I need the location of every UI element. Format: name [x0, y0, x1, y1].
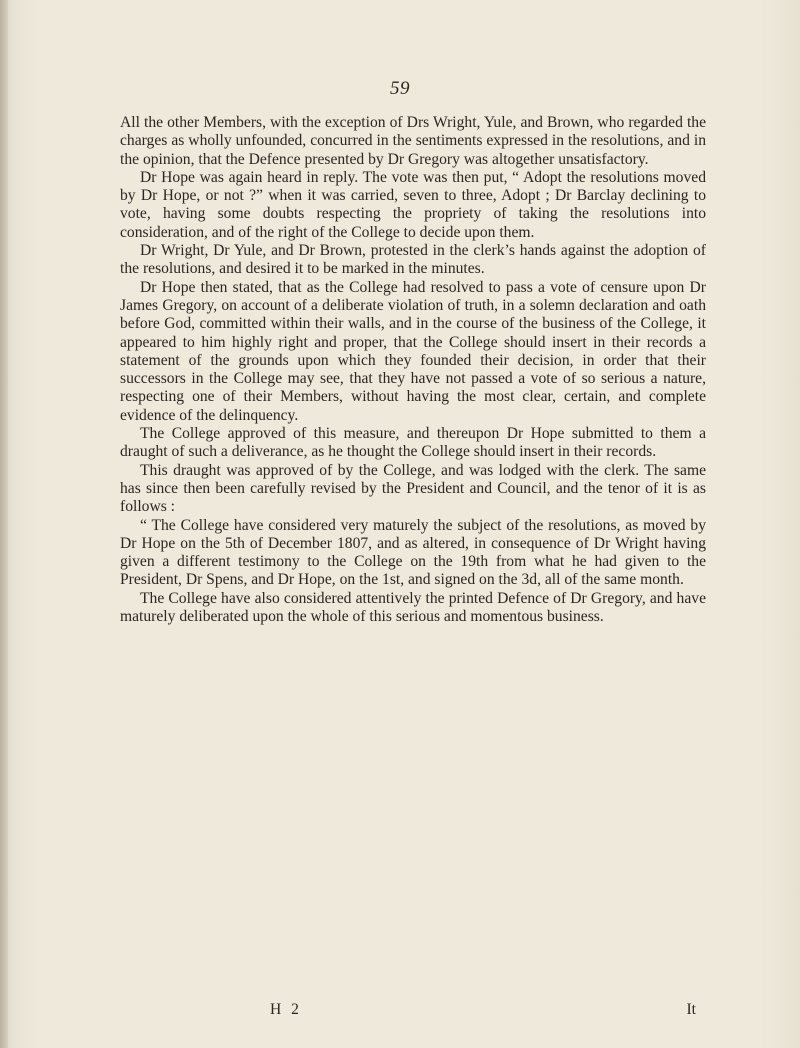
page-number: 59 [390, 78, 410, 99]
paragraph-2: Dr Hope was again heard in reply. The vote was then put, “ Adopt the resolutions moved by Dr Hope, or not ?” when it was carried, seven to three, Adopt ; Dr Barclay declining to vote, having some doubts respecting the propriety of taking the resolutions into consideration, and of the right of the College to decide upon them. [120, 168, 706, 241]
paragraph-8: The College have also considered attentively the printed Defence of Dr Gregory, and have maturely deliberated upon the whole of this serious and momentous business. [120, 589, 706, 626]
signature-mark: H 2 [270, 1001, 302, 1018]
paragraph-1: All the other Members, with the exception of Drs Wright, Yule, and Brown, who regarded the charges as wholly unfounded, concurred in the sentiments expressed in the resolutions, and in the opinion, that the Defence presented by Dr Gregory was altogether unsatisfactory. [120, 114, 706, 168]
paragraph-6: This draught was approved of by the College, and was lodged with the clerk. The same has since then been carefully revised by the President and Council, and the tenor of it is as follows : [120, 461, 706, 516]
page-footer [120, 1001, 706, 1021]
paragraph-7: “ The College have considered very maturely the subject of the resolutions, as moved by Dr Hope on the 5th of December 1807, and as altered, in consequence of Dr Wright having given a different testimony to the College on the 19th from what he had given to the President, Dr Spens, and Dr Hope, on the 1st, and signed on the 3d, all of the same month. [120, 516, 706, 589]
paragraph-5: The College approved of this measure, and thereupon Dr Hope submitted to them a draught of such a deliverance, as he thought the College should insert in their records. [120, 425, 706, 461]
catchword: It [686, 1001, 696, 1018]
paragraph-4: Dr Hope then stated, that as the College had resolved to pass a vote of censure upon Dr James Gregory, on account of a deliberate violation of truth, in a solemn declaration and oath before God, committed within their walls, and in the course of the business of the College, it appeared to him highly right and proper, that the College should insert in their records a statement of the grounds upon which they founded their decision, in order that their successors in the College may see, that they have not passed a vote of so serious a nature, respecting one of their Members, without having the most clear, certain, and complete evidence of the delinquency. [120, 278, 706, 424]
paragraph-3: Dr Wright, Dr Yule, and Dr Brown, protested in the clerk’s hands against the adoption of the resolutions, and desired it to be marked in the minutes. [120, 242, 706, 278]
page-gutter-shadow [0, 0, 8, 1048]
body-text [120, 114, 706, 626]
